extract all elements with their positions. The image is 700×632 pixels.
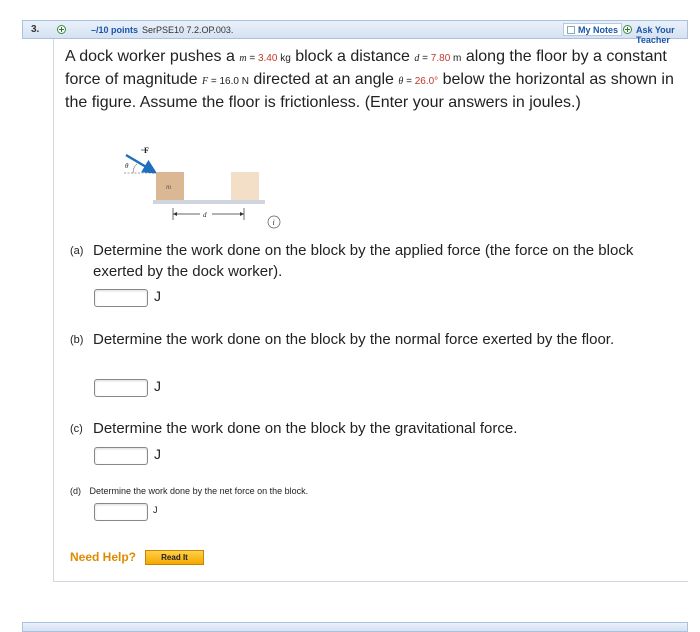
part-d-label: (d)	[70, 486, 81, 496]
next-question-header	[22, 622, 688, 632]
question-header	[22, 20, 688, 45]
part-d-text: Determine the work done by the net force on the block.	[89, 486, 309, 496]
my-notes-button[interactable]	[563, 23, 622, 36]
mass-unit: kg	[277, 53, 291, 64]
equals-sign: =	[403, 76, 415, 87]
notes-checkbox-icon	[567, 26, 575, 34]
angle-value: 26.0°	[414, 76, 439, 87]
force-label: F	[144, 146, 149, 155]
force-arrow	[126, 155, 153, 171]
part-d-answer-input[interactable]	[94, 503, 148, 521]
stem-text: below the horizontal as shown in the figure. Assume the floor is frictionless. (Enter your answers in joules.)	[65, 71, 674, 111]
equals-sign: =	[246, 53, 258, 64]
distance-label: d	[203, 211, 207, 219]
block-final	[231, 172, 259, 200]
part-c-text: Determine the work done on the block by the gravitational force.	[93, 420, 518, 437]
part-b-label: (b)	[70, 334, 84, 346]
equals-sign: =	[208, 76, 220, 87]
stem-text: block a distance	[290, 48, 415, 65]
force-value: 16.0 N	[219, 76, 249, 87]
part-b-text: Determine the work done on the block by the normal force exerted by the floor.	[93, 331, 615, 348]
part-a-label: (a)	[70, 245, 84, 257]
stem-text: along the floor by a constant force of magnitude	[65, 48, 667, 88]
distance-value: 7.80	[430, 53, 451, 64]
part-b-answer-input[interactable]	[94, 379, 148, 397]
my-notes-label: My Notes	[578, 25, 619, 35]
part-a-answer-input[interactable]	[94, 289, 148, 307]
distance-variable: d	[414, 53, 420, 64]
equals-sign: =	[419, 53, 431, 64]
info-icon-glyph: i	[272, 218, 275, 227]
part-c-unit: J	[154, 446, 161, 462]
stem-text: A dock worker pushes a	[65, 48, 240, 65]
angle-label: θ	[125, 162, 129, 170]
question-stem	[65, 46, 685, 113]
floor	[153, 200, 265, 204]
block-push-figure	[120, 142, 300, 232]
part-b-unit: J	[154, 378, 161, 394]
part-c-label: (c)	[70, 423, 83, 435]
part-a-unit: J	[154, 288, 161, 304]
read-it-button[interactable]: Read It	[145, 550, 204, 565]
question-code: SerPSE10 7.2.OP.003.	[142, 25, 234, 35]
part-d	[70, 486, 308, 496]
question-panel	[53, 39, 688, 582]
part-a-text: Determine the work done on the block by the applied force (the force on the block exerted by the dock worker).	[93, 242, 634, 280]
mass-value: 3.40	[257, 53, 278, 64]
points-label: –/10 points	[91, 25, 139, 35]
ask-teacher-link[interactable]: Ask Your Teacher	[636, 25, 675, 45]
part-c-answer-input[interactable]	[94, 447, 148, 465]
stem-text: directed at an angle	[248, 71, 399, 88]
need-help-label: Need Help?	[70, 550, 137, 564]
expand-plus-icon[interactable]	[57, 25, 66, 34]
mass-label: m	[166, 183, 172, 191]
angle-variable: θ	[398, 76, 404, 87]
question-number: 3.	[31, 24, 40, 35]
force-variable: F	[201, 76, 209, 87]
ask-teacher-plus-icon[interactable]	[623, 25, 632, 34]
distance-unit: m	[450, 53, 462, 64]
part-d-unit: J	[153, 505, 158, 515]
mass-variable: m	[239, 53, 247, 64]
